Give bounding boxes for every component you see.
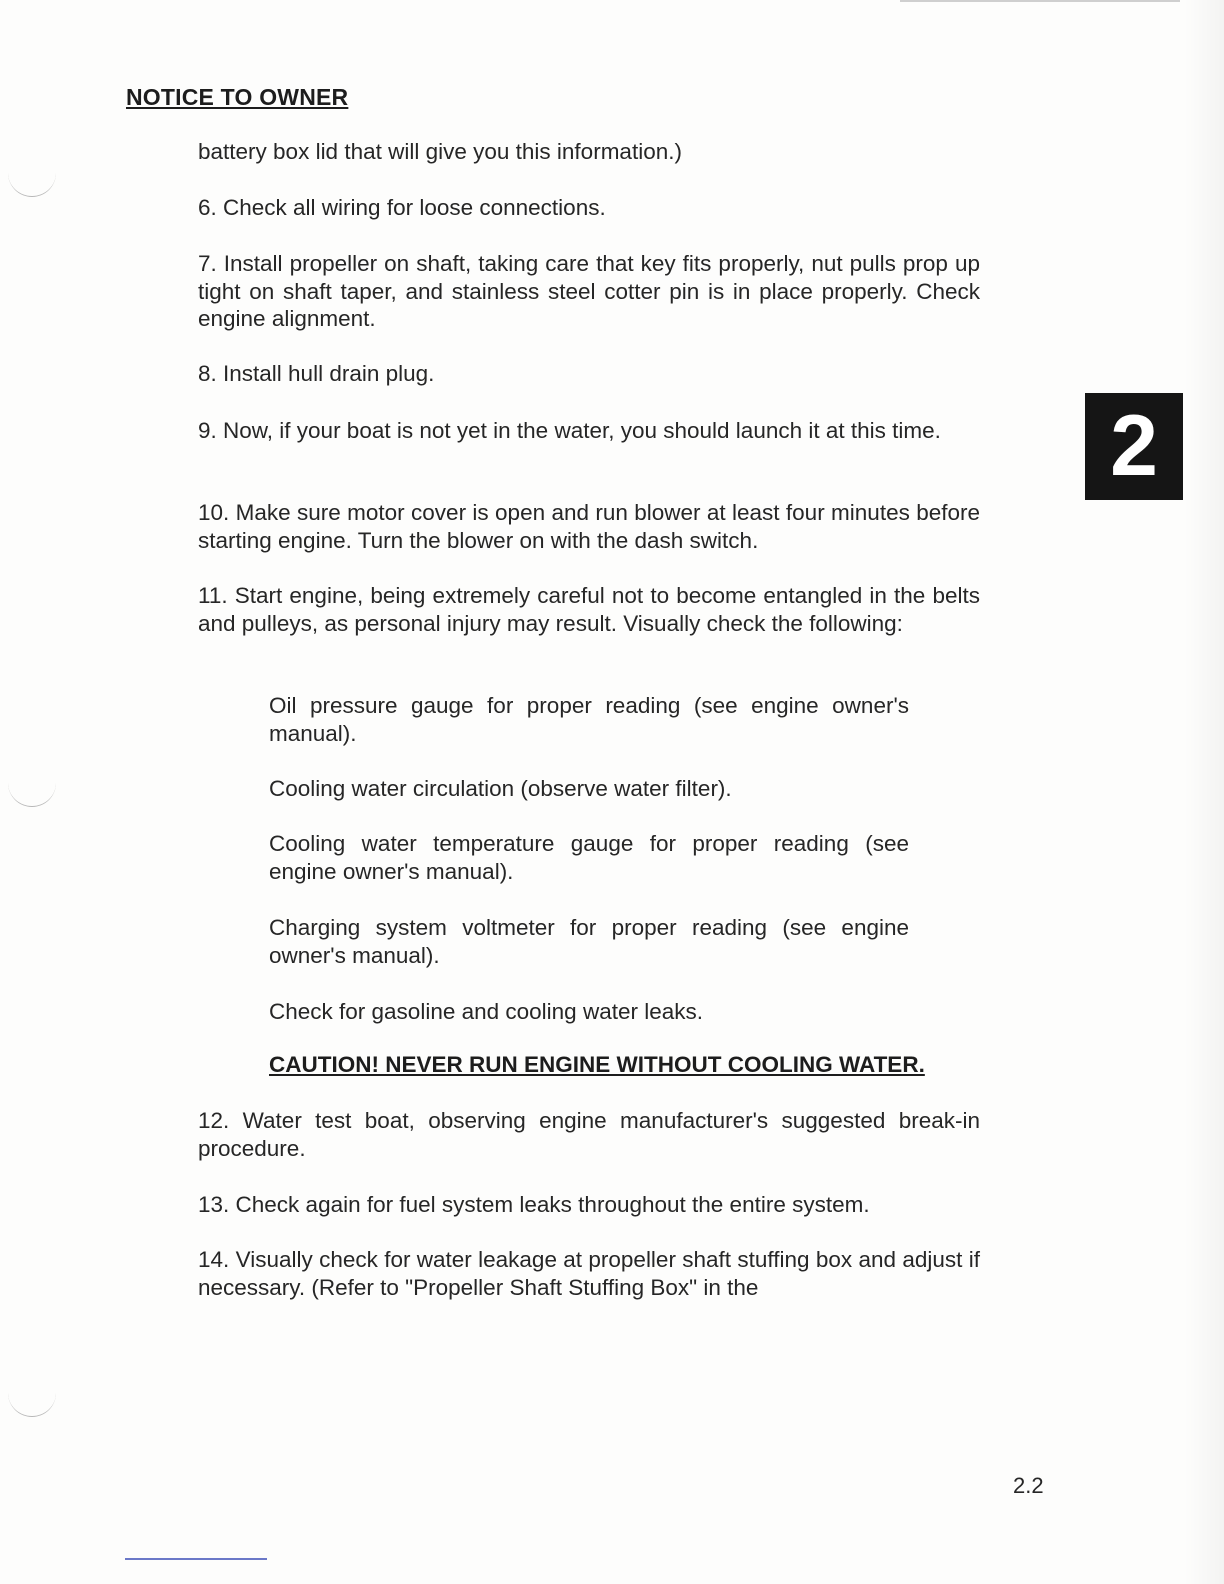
paragraph-step-13: 13. Check again for fuel system leaks throughout the entire system.	[198, 1192, 870, 1217]
checklist-item-oil-pressure: Oil pressure gauge for proper reading (see engine owner's manual).	[269, 693, 909, 746]
caution-warning: CAUTION! NEVER RUN ENGINE WITHOUT COOLING WATER.	[269, 1052, 925, 1077]
paragraph-step-11: 11. Start engine, being extremely careful not to become entangled in the belts and pulleys, as personal injury may result. Visually check the following:	[198, 583, 980, 636]
paragraph-step-9: 9. Now, if your boat is not yet in the water, you should launch it at this time.	[198, 418, 941, 443]
page-heading: NOTICE TO OWNER	[126, 84, 349, 110]
paragraph-step-14: 14. Visually check for water leakage at propeller shaft stuffing box and adjust if necessary. (Refer to "Propeller Shaft Stuffing Box" in the	[198, 1247, 980, 1300]
paragraph-step-7: 7. Install propeller on shaft, taking care that key fits properly, nut pulls prop up tight on shaft taper, and stainless steel cotter pin is in place properly. Check engine alignment.	[198, 251, 980, 331]
checklist-item-voltmeter: Charging system voltmeter for proper reading (see engine owner's manual).	[269, 915, 909, 968]
top-scan-line	[900, 0, 1180, 2]
binder-hole-middle	[8, 780, 56, 807]
paragraph-step-12: 12. Water test boat, observing engine manufacturer's suggested break-in procedure.	[198, 1108, 980, 1161]
paragraph-step-6: 6. Check all wiring for loose connections.	[198, 195, 606, 220]
checklist-item-water-circulation: Cooling water circulation (observe water filter).	[269, 776, 732, 801]
page-edge-shadow	[1184, 0, 1224, 1584]
paragraph-step-8: 8. Install hull drain plug.	[198, 361, 435, 386]
bottom-scan-line	[125, 1558, 267, 1560]
checklist-item-leaks: Check for gasoline and cooling water leaks.	[269, 999, 703, 1024]
paragraph-step-10: 10. Make sure motor cover is open and run blower at least four minutes before starting engine. Turn the blower on with the dash switch.	[198, 500, 980, 553]
checklist-item-water-temperature: Cooling water temperature gauge for proper reading (see engine owner's manual).	[269, 831, 909, 884]
section-tab-marker: 2	[1085, 393, 1183, 500]
page-number: 2.2	[1013, 1473, 1044, 1498]
binder-hole-top	[8, 170, 56, 197]
binder-hole-bottom	[8, 1390, 56, 1417]
paragraph-continuation: battery box lid that will give you this information.)	[198, 139, 682, 164]
